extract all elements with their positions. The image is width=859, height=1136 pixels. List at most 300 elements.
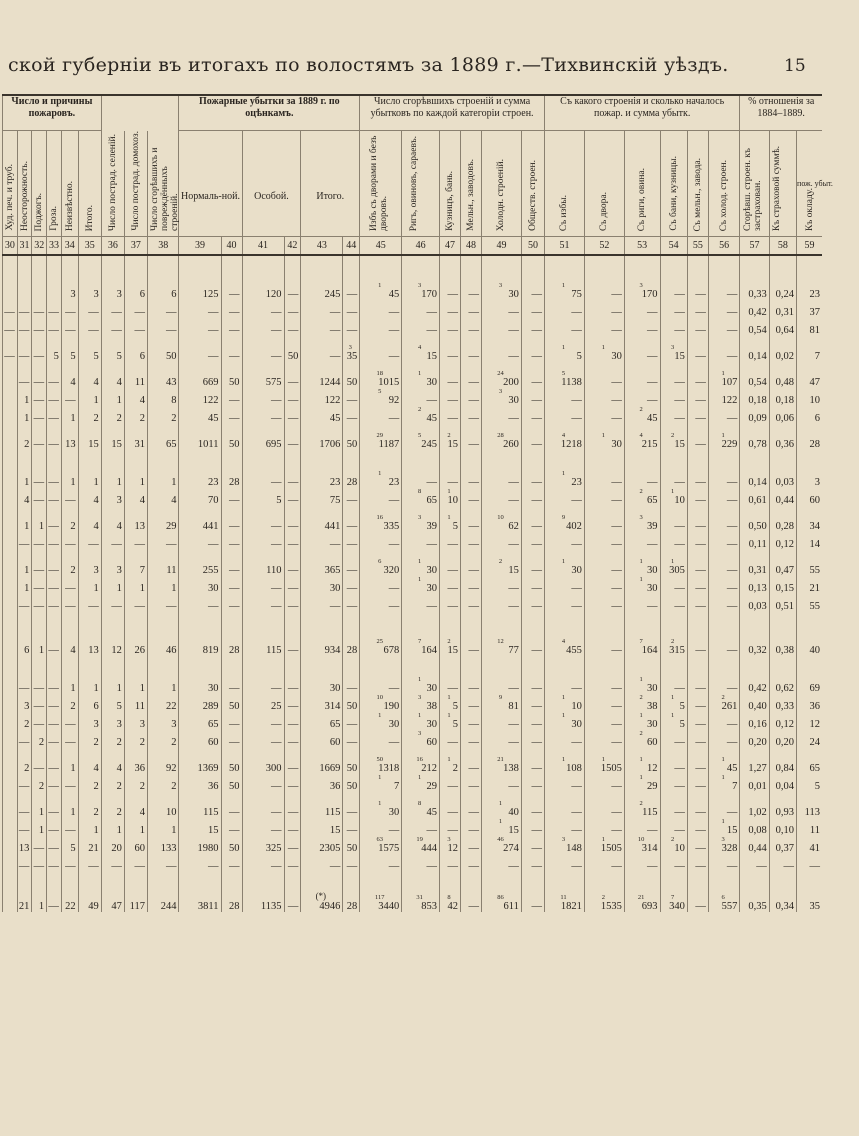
cell-value: 255: [202, 565, 219, 576]
table-cell: [545, 450, 585, 488]
table-cell: [461, 694, 482, 712]
cell-value: —: [695, 901, 706, 912]
building-count: 2: [671, 836, 675, 843]
cell-value: 133: [160, 843, 177, 854]
cell-value: —: [287, 825, 299, 836]
col-56-header: Съ холод. строен.: [719, 159, 730, 231]
cell-value: —: [287, 439, 299, 450]
cell-value: 0,02: [775, 351, 795, 362]
cell-value: 4: [139, 395, 145, 406]
cell-value: —: [18, 351, 30, 362]
table-cell: [61, 656, 78, 694]
table-cell: [147, 406, 179, 424]
cell-value: 0,18: [775, 395, 795, 406]
cell-value: —: [48, 307, 59, 318]
cell-value: 0,33: [775, 701, 795, 712]
building-count: 86: [497, 894, 504, 901]
column-number: 32: [32, 237, 47, 256]
table-cell: [687, 694, 708, 712]
cell-value: 5: [814, 781, 820, 792]
cell-value: —: [695, 413, 706, 424]
table-cell: [521, 336, 544, 362]
table-cell: [179, 594, 221, 612]
cell-value: 107: [721, 377, 738, 388]
cell-value: 22: [65, 901, 76, 912]
cell-value: 212: [421, 763, 438, 774]
table-cell: [17, 362, 32, 388]
cell-value: 0,16: [748, 719, 767, 730]
cell-value: —: [229, 601, 240, 612]
cell-value: —: [571, 807, 582, 818]
building-count: 1: [447, 488, 451, 495]
table-cell: [521, 388, 544, 406]
cell-value: —: [229, 395, 240, 406]
cell-value: 29: [426, 781, 438, 792]
cell-value: 4946: [319, 901, 341, 912]
cell-value: —: [346, 737, 358, 748]
table-cell: [521, 694, 544, 712]
table-cell: [545, 730, 585, 748]
cell-value: —: [33, 763, 45, 774]
cell-value: 50: [346, 781, 358, 792]
table-cell: [482, 532, 522, 550]
table-cell: [32, 774, 47, 792]
table-cell: [221, 336, 242, 362]
table-cell: [660, 362, 687, 388]
cell-value: 15: [208, 825, 219, 836]
cell-value: 148: [566, 843, 582, 854]
cell-value: 125: [202, 289, 219, 300]
table-cell: [47, 748, 62, 774]
table-cell: [101, 450, 124, 488]
cell-value: 49: [88, 901, 99, 912]
table-cell: [221, 712, 242, 730]
table-cell: [461, 836, 482, 854]
table-cell: [584, 872, 624, 912]
table-cell: [124, 300, 147, 318]
cell-value: 2: [24, 439, 30, 450]
ratio-sub-label: пож. убыт.: [797, 179, 833, 189]
table-cell: [660, 792, 687, 818]
cell-value: —: [695, 325, 706, 336]
cell-value: 320: [383, 565, 400, 576]
table-cell: [147, 712, 179, 730]
column-number: 36: [101, 237, 124, 256]
table-cell: [687, 406, 708, 424]
cell-value: 28: [229, 477, 240, 488]
cell-value: 5: [53, 351, 59, 362]
table-cell: [624, 550, 660, 576]
table-cell: [179, 792, 221, 818]
cell-value: —: [33, 683, 45, 694]
table-cell: [61, 300, 78, 318]
building-count: 117: [374, 894, 385, 901]
table-cell: [124, 336, 147, 362]
cell-value: 2: [116, 737, 122, 748]
table-cell: [32, 532, 47, 550]
cell-value: —: [611, 737, 622, 748]
cell-value: 5: [452, 719, 459, 730]
cell-value: —: [33, 719, 45, 730]
table-cell: [343, 336, 360, 362]
table-cell: [124, 550, 147, 576]
cell-value: —: [468, 737, 480, 748]
cell-value: 0,44: [748, 843, 767, 854]
cell-value: 11: [134, 701, 145, 712]
table-cell: [708, 730, 740, 748]
table-cell: [17, 748, 32, 774]
cell-value: 65: [426, 495, 438, 506]
table-cell: [360, 730, 402, 748]
cell-value: 30: [508, 289, 519, 300]
table-cell: [740, 872, 769, 912]
table-cell: [660, 836, 687, 854]
cell-value: 245: [421, 439, 438, 450]
table-cell: [221, 774, 242, 792]
table-cell: [301, 854, 343, 872]
cell-value: 0,54: [748, 325, 767, 336]
table-cell: [284, 576, 301, 594]
cell-value: —: [48, 719, 59, 730]
table-cell: [221, 792, 242, 818]
cell-value: —: [611, 307, 622, 318]
table-cell: [687, 656, 708, 694]
table-cell: [284, 730, 301, 748]
building-count: 8: [417, 488, 422, 495]
cell-value: —: [674, 807, 685, 818]
cell-value: 13: [65, 439, 76, 450]
table-cell: [101, 818, 124, 836]
table-cell: [32, 300, 47, 318]
cell-value: 40: [809, 645, 820, 656]
cell-value: —: [287, 565, 299, 576]
table-cell: [360, 450, 402, 488]
cell-value: —: [271, 539, 282, 550]
cell-value: 50: [346, 843, 358, 854]
table-row: [3, 730, 823, 748]
table-cell: [740, 656, 769, 694]
cell-value: 0,20: [775, 737, 795, 748]
table-cell: [708, 792, 740, 818]
cell-value: 30: [611, 351, 622, 362]
table-cell: [242, 748, 284, 774]
column-number: 34: [61, 237, 78, 256]
table-cell: [797, 255, 822, 300]
table-cell: [740, 612, 769, 656]
cell-value: 1369: [197, 763, 219, 774]
cell-value: 0,31: [775, 307, 795, 318]
cell-value: —: [134, 325, 145, 336]
cell-value: —: [508, 601, 519, 612]
table-cell: [32, 424, 47, 450]
cell-value: —: [208, 539, 219, 550]
building-count: 31: [416, 894, 423, 901]
cell-value: —: [611, 289, 622, 300]
cell-value: —: [346, 495, 358, 506]
cell-value: 5: [70, 351, 76, 362]
cell-value: —: [208, 307, 219, 318]
cell-value: —: [4, 307, 15, 318]
cell-value: —: [531, 377, 543, 388]
building-count: 2: [639, 694, 643, 701]
table-cell: [32, 656, 47, 694]
cell-value: —: [726, 565, 738, 576]
cell-value: 50: [229, 701, 240, 712]
building-count: 1: [639, 712, 643, 719]
building-count: 21: [637, 894, 645, 901]
cell-value: 28: [229, 901, 240, 912]
table-cell: [179, 300, 221, 318]
table-cell: [521, 836, 544, 854]
cell-value: 13: [18, 843, 30, 854]
table-cell: [61, 792, 78, 818]
cell-value: 1: [70, 413, 76, 424]
cell-value: —: [33, 539, 45, 550]
building-count: 7: [417, 638, 422, 645]
cell-value: 20: [111, 843, 122, 854]
cell-value: 117: [129, 901, 145, 912]
table-cell: [584, 612, 624, 656]
cell-value: 2: [139, 781, 145, 792]
cell-value: —: [695, 307, 706, 318]
table-cell: [360, 612, 402, 656]
table-cell: [242, 612, 284, 656]
table-cell: [769, 730, 796, 748]
table-cell: [521, 255, 544, 300]
table-cell: [440, 388, 461, 406]
cell-value: —: [647, 395, 658, 406]
cell-value: 0,44: [775, 495, 795, 506]
cell-value: —: [468, 901, 480, 912]
cell-value: —: [468, 601, 480, 612]
column-number: 57: [740, 237, 769, 256]
cell-value: 1187: [378, 439, 400, 450]
cell-value: —: [674, 377, 685, 388]
cell-value: —: [468, 351, 480, 362]
col-37-header: Число пострад. домохоз.: [130, 131, 141, 231]
building-count: 1: [378, 470, 382, 477]
table-cell: [32, 576, 47, 594]
building-count: 16: [416, 756, 423, 763]
page-number: 15: [784, 56, 806, 76]
cell-value: —: [468, 325, 480, 336]
cell-value: 1: [93, 583, 99, 594]
table-cell: [687, 300, 708, 318]
cell-value: 0,42: [748, 683, 767, 694]
table-cell: [301, 255, 343, 300]
cell-value: —: [65, 601, 76, 612]
cell-value: —: [611, 583, 622, 594]
cell-value: —: [726, 351, 738, 362]
cell-value: —: [531, 495, 543, 506]
building-count: 3: [417, 514, 422, 521]
table-cell: [708, 506, 740, 532]
table-cell: [17, 612, 32, 656]
cell-value: —: [88, 539, 99, 550]
cell-value: —: [571, 737, 582, 748]
table-cell: [301, 506, 343, 532]
cell-value: 0,10: [775, 825, 795, 836]
table-cell: [360, 694, 402, 712]
cell-value: —: [468, 807, 480, 818]
table-cell: [179, 576, 221, 594]
cell-value: 40: [508, 807, 519, 818]
table-cell: [124, 388, 147, 406]
table-cell: [17, 318, 32, 336]
cell-value: —: [695, 351, 706, 362]
table-cell: [740, 300, 769, 318]
cell-value: —: [674, 583, 685, 594]
building-count: 2: [639, 488, 643, 495]
cell-value: 0,04: [775, 781, 795, 792]
cell-value: 28: [346, 477, 358, 488]
table-cell: [708, 872, 740, 912]
table-cell: [301, 712, 343, 730]
cell-value: —: [287, 395, 299, 406]
cell-value: —: [33, 325, 45, 336]
cell-value: 3811: [197, 901, 219, 912]
cell-value: —: [531, 521, 543, 532]
table-cell: [769, 818, 796, 836]
building-count: 3: [671, 344, 675, 351]
table-cell: [32, 748, 47, 774]
cell-value: 50: [346, 763, 358, 774]
cell-value: —: [388, 413, 400, 424]
building-count: 3: [417, 730, 422, 737]
building-count: 1: [721, 370, 725, 377]
table-cell: [360, 792, 402, 818]
cell-value: —: [611, 539, 622, 550]
cell-value: —: [65, 719, 76, 730]
table-cell: [461, 506, 482, 532]
cell-value: —: [229, 539, 240, 550]
table-cell: [3, 318, 18, 336]
building-count: 1: [671, 712, 675, 719]
table-cell: [584, 532, 624, 550]
building-count: 5: [417, 432, 422, 439]
table-cell: [440, 594, 461, 612]
building-count: 2: [671, 638, 675, 645]
table-cell: [17, 730, 32, 748]
cell-value: 2: [139, 413, 145, 424]
col-48-header: Мельн., заводовъ.: [466, 159, 477, 231]
table-cell: [3, 594, 18, 612]
table-cell: [221, 300, 242, 318]
table-cell: [47, 300, 62, 318]
cell-value: —: [674, 539, 685, 550]
table-cell: [61, 406, 78, 424]
cell-value: 50: [229, 781, 240, 792]
table-cell: [521, 532, 544, 550]
cell-value: —: [531, 861, 543, 872]
cell-value: 3: [93, 289, 99, 300]
cell-value: 37: [809, 307, 820, 318]
cell-value: 335: [383, 521, 400, 532]
cell-value: —: [726, 413, 738, 424]
cell-value: —: [468, 701, 480, 712]
cell-value: 6: [139, 289, 145, 300]
cell-value: —: [531, 807, 543, 818]
table-cell: [769, 506, 796, 532]
table-cell: [242, 712, 284, 730]
table-cell: [124, 594, 147, 612]
table-row: [3, 406, 823, 424]
table-cell: [78, 532, 101, 550]
cell-value: —: [726, 583, 738, 594]
cell-value: —: [695, 289, 706, 300]
table-cell: [17, 818, 32, 836]
table-row: [3, 488, 823, 506]
table-cell: [101, 550, 124, 576]
cell-value: 26: [134, 645, 145, 656]
cell-value: 0,84: [775, 763, 795, 774]
cell-value: —: [531, 289, 543, 300]
cell-value: 575: [265, 377, 282, 388]
table-cell: [32, 836, 47, 854]
cell-value: 122: [721, 395, 738, 406]
column-number: 53: [624, 237, 660, 256]
cell-value: —: [287, 763, 299, 774]
table-cell: [708, 854, 740, 872]
col-46-header: Ригъ, овиновъ, сараевъ.: [408, 135, 419, 231]
table-cell: [147, 854, 179, 872]
table-cell: [402, 694, 440, 712]
cell-value: —: [287, 307, 299, 318]
cell-value: —: [468, 377, 480, 388]
table-cell: [32, 336, 47, 362]
table-cell: [343, 612, 360, 656]
cell-value: 50: [346, 439, 358, 450]
table-cell: [61, 255, 78, 300]
building-count: 3: [348, 344, 352, 351]
table-cell: [740, 406, 769, 424]
building-count: 1: [671, 694, 675, 701]
table-cell: [402, 612, 440, 656]
table-cell: [769, 694, 796, 712]
cell-value: —: [287, 861, 299, 872]
table-cell: [32, 594, 47, 612]
cell-value: —: [508, 719, 519, 730]
cell-value: —: [33, 495, 45, 506]
building-count: 5: [378, 388, 382, 395]
table-cell: [624, 872, 660, 912]
table-cell: [301, 300, 343, 318]
table-cell: [440, 532, 461, 550]
cell-value: —: [18, 807, 30, 818]
table-cell: [78, 506, 101, 532]
table-cell: [708, 612, 740, 656]
cell-value: —: [695, 861, 706, 872]
cell-value: 50: [229, 377, 240, 388]
table-cell: [545, 488, 585, 506]
cell-value: 1: [70, 807, 76, 818]
cell-value: 21: [88, 843, 99, 854]
cell-value: —: [531, 477, 543, 488]
cell-value: —: [531, 325, 543, 336]
table-cell: [545, 255, 585, 300]
cell-value: —: [346, 521, 358, 532]
cell-value: —: [726, 495, 738, 506]
cell-value: —: [229, 565, 240, 576]
table-row: [3, 255, 823, 300]
cell-value: 28: [229, 645, 240, 656]
cell-value: 5: [452, 701, 459, 712]
cell-value: 0,24: [775, 289, 795, 300]
cell-value: —: [287, 325, 299, 336]
table-cell: [461, 656, 482, 694]
group-header-row: [3, 95, 823, 131]
building-count: 1: [417, 774, 422, 781]
